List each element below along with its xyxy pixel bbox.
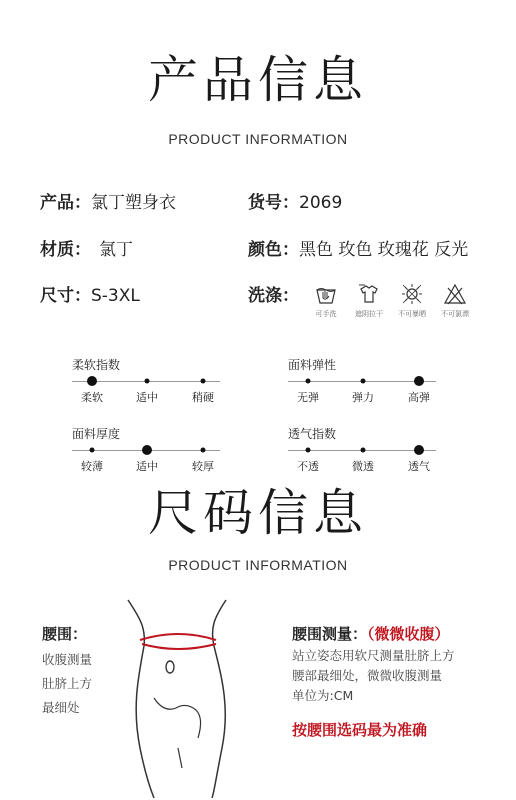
care-label: 可手洗 [315,310,337,318]
scale-dot [201,379,206,384]
scale-dot [361,379,366,384]
scale-title: 面料厚度 [72,427,121,441]
waist-left-title: 腰围： [42,625,88,643]
waist-left-notes [42,648,92,720]
size-label: 尺寸： [40,286,91,306]
no-bleach-icon [443,282,467,306]
size-info-title: 尺码信息 [148,484,368,542]
scale-level-label: 较厚 [192,460,214,473]
scale-level-label: 适中 [136,460,158,473]
scale-block [288,356,436,406]
waist-right-line: 站立姿态用软尺测量肚脐上方 [292,648,455,663]
scale-level-label: 较薄 [81,460,103,473]
scale-level-label: 适中 [136,391,158,404]
scale-dot [201,448,206,453]
sku-value: 2069 [299,193,343,213]
scale-level-label: 弹力 [352,391,374,404]
product-info-subtitle: PRODUCT INFORMATION [168,131,348,147]
scale-dot-selected [87,376,97,386]
care-label: 不可氯漂 [441,310,469,318]
waist-right-title-row [292,623,450,644]
material-label: 材质： [40,240,91,260]
waist-left-line: 肚脐上方 [42,676,93,691]
waist-left-line: 收腹测量 [42,652,93,667]
scale-title: 透气指数 [288,427,337,441]
waist-right-title: 腰围测量： [292,625,368,643]
hand-wash-icon [314,282,338,306]
scale-block [288,425,436,475]
material-row [40,242,133,259]
scale-dot [145,379,150,384]
size-row [40,288,140,305]
scale-level-label: 稍硬 [192,391,214,404]
waist-left-line: 最细处 [42,700,80,715]
shade-dry-icon [357,282,381,306]
wash-label: 洗涤： [248,286,299,306]
scale-title: 柔软指数 [72,358,121,372]
care-no-sun [392,282,432,319]
product-value: 氯丁塑身衣 [91,193,176,213]
care-no-bleach [435,282,475,319]
color-value: 黑色 玫色 玫瑰花 反光 [299,240,469,260]
scale-dot-selected [414,376,424,386]
product-name-row [40,195,176,212]
waist-right-line: 腰部最细处，微微收腹测量 [292,668,443,683]
sku-row [248,195,342,212]
scale-block [72,356,220,406]
size-tip: 按腰围选码最为准确 [292,721,428,739]
sku-label: 货号： [248,193,299,213]
scale-block [72,425,220,475]
color-label: 颜色： [248,240,299,260]
scale-dot [306,379,311,384]
care-label: 遮阴拉干 [355,310,383,318]
care-icons [306,282,475,319]
scale-dot-selected [142,445,152,455]
material-value: 氯丁 [99,240,133,260]
scale-dot [361,448,366,453]
scale-level-label: 高弹 [408,391,430,404]
scale-level-label: 不透 [297,460,319,473]
scale-level-label: 透气 [408,460,430,473]
scale-title: 面料弹性 [288,358,337,372]
body-illustration [118,598,258,798]
scale-level-label: 无弹 [297,391,319,404]
no-sun-icon [400,282,424,306]
product-info-title: 产品信息 [148,51,368,109]
size-value: S-3XL [91,286,140,306]
scale-dot [90,448,95,453]
color-row [248,242,468,259]
scale-dot [306,448,311,453]
size-info-subtitle: PRODUCT INFORMATION [168,557,348,573]
care-label: 不可暴晒 [398,310,426,318]
care-hand-wash [306,282,346,319]
waist-right-notes [292,646,455,706]
care-shade-dry [349,282,389,319]
scale-level-label: 柔软 [81,391,103,404]
scale-level-label: 微透 [352,460,374,473]
waist-right-line: 单位为:CM [292,688,354,703]
waist-right-note: （微微收腹） [367,625,450,643]
product-label: 产品： [40,193,91,213]
wash-row [248,288,299,305]
scale-dot-selected [414,445,424,455]
